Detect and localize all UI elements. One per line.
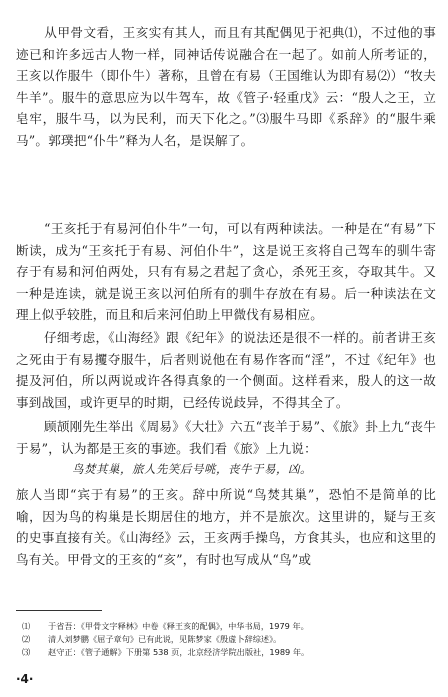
footnotes — [22, 620, 437, 658]
footnote-mark: ⑵ — [22, 633, 31, 644]
footnote-text: 赵守正：《管子通解》下册第 538 页，北京经济学院出版社，1989 年。 — [48, 646, 310, 657]
footnote-mark: ⑶ — [22, 646, 31, 657]
footnote-text: 于省吾：《甲骨文字释林》中卷《释王亥的配偶》，中华书局，1979 年。 — [48, 621, 309, 631]
footnote-3 — [22, 646, 437, 659]
footnote-mark: ⑴ — [22, 621, 31, 631]
paragraph-4: 顾颉刚先生举出《周易》《大壮》六五“丧羊于易”、《旅》卦上九“丧牛于易”，认为都是王亥的事迹。我们看《旅》上九说： — [16, 419, 436, 456]
paragraph-1: 从甲骨文看，王亥实有其人，而且有其配偶见于祀典⑴，不过他的事迹已和许多远古人物一样，同神话传说融合在一起了。如前人所考证的，王亥以作服牛（即仆牛）著称，且曾在有易（王国维认为即有易⑵）“牧夫牛羊”。服牛的意思应为以牛驾车，故《管子·轻重戊》云：“殷人之王，立皂牢，服牛马，以为民利，而天下化之。”⑶服牛马即《系辞》的“服牛乘马”。郭璞把“仆牛”释为人名，是误解了。 — [16, 25, 436, 148]
footnote-divider — [16, 610, 102, 611]
footnote-text: 清人刘梦鹏《屈子章句》已有此说，见陈梦家《殷虚卜辞综述》。 — [48, 633, 282, 644]
footnote-1 — [22, 620, 437, 633]
quoted-verse: 鸟焚其巢，旅人先笑后号咷，丧牛于易，凶。 — [72, 462, 312, 476]
footnote-2 — [22, 633, 437, 646]
paragraph-2: “王亥托于有易河伯仆牛”一句，可以有两种读法。一种是在“有易”下断读，成为“王亥托于有易、河伯仆牛”，这是说王亥将自己驾车的驯牛寄存于有易和河伯两处，只有有易之君起了贪心，杀死王亥，夺取其牛。又一种是连读，就是说王亥以河伯所有的驯牛存放在有易。后一种读法在文理上似乎较胜，而且和后来河伯助上甲微伐有易相应。 — [16, 221, 436, 323]
paragraph-3: 仔细考虑，《山海经》跟《纪年》的说法还是很不一样的。前者讲王亥之死由于有易攫夺服牛，后者则说他在有易作客而“淫”，不过《纪年》也提及河伯，所以两说或许各得真象的一个侧面。这样看来，殷人的这一故事到战国，或许更早的时期，已经传说歧异，不得其全了。 — [16, 330, 436, 410]
paragraph-5: 旅人当即“宾于有易”的王亥。辞中所说“鸟焚其巢”，恐怕不是简单的比喻，因为鸟的构巢是长期居住的地方，并不是旅次。这里讲的，疑与王亥的史事直接有关。《山海经》云，王亥两手操鸟，方食其头，也应和这里的鸟有关。甲骨文的王亥的“亥”，有时也写成从“鸟”或 — [16, 487, 436, 567]
page-number: ·4· — [16, 672, 34, 686]
